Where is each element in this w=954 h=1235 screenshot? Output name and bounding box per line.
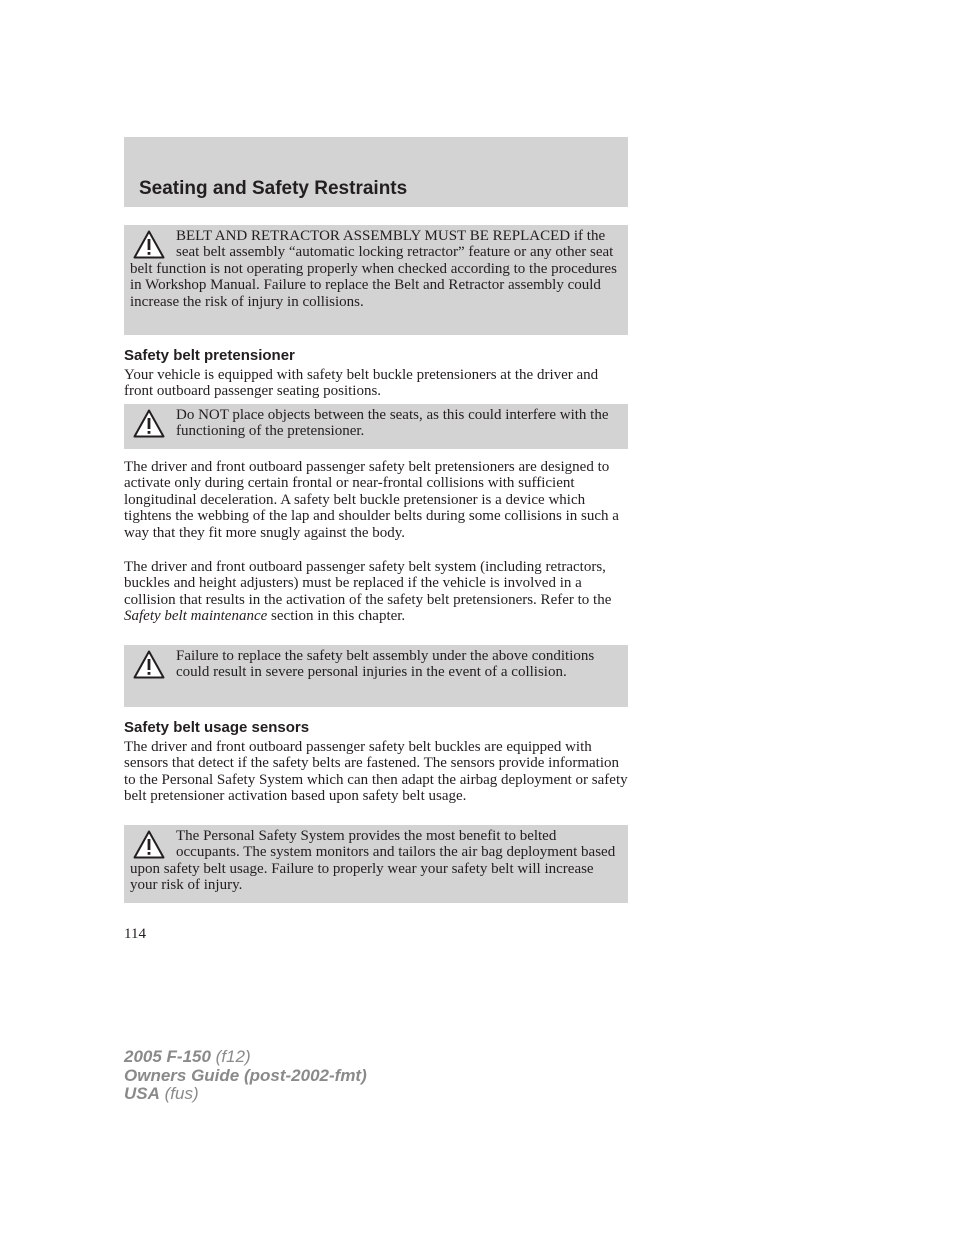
warning-box-failure xyxy=(124,645,628,707)
footer-guide: Owners Guide (post-2002-fmt) xyxy=(124,1065,367,1085)
warning-triangle-icon xyxy=(133,230,165,259)
cross-reference-link: Safety belt maintenance xyxy=(124,608,268,625)
warning-box-retractor xyxy=(124,225,628,335)
paragraph-text: section in this chapter. xyxy=(267,608,406,625)
section-header-bar xyxy=(124,137,628,207)
pretensioner-paragraph-2 xyxy=(124,559,628,625)
footer-model: 2005 F-150 xyxy=(124,1047,211,1066)
warning-triangle-icon xyxy=(133,409,165,438)
warning-triangle-icon xyxy=(133,830,165,859)
warning-text: BELT AND RETRACTOR ASSEMBLY MUST BE REPLACED if the seat belt assembly “automatic locking retractor” feature or any other seat belt function is not operating properly when checked according to the procedures in Workshop Manual. Failure to replace the Belt and Retractor assembly could increase the risk of injury in collisions. xyxy=(130,228,617,310)
sensors-paragraph: The driver and front outboard passenger safety belt buckles are equipped with sensors that detect if the safety belts are fastened. The sensors provide information to the Personal Safety System which can then adapt the airbag deployment or safety belt pretensioner activation based upon safety belt usage. xyxy=(124,739,628,805)
warning-text: Failure to replace the safety belt assembly under the above conditions could result in severe personal injuries in the event of a collision. xyxy=(176,648,595,681)
page-title: Seating and Safety Restraints xyxy=(139,178,408,199)
page-number: 114 xyxy=(124,926,146,942)
warning-text: The Personal Safety System provides the most benefit to belted occupants. The system monitors and tailors the air bag deployment based upon safety belt usage. Failure to properly wear your safety belt will increase your risk of injury. xyxy=(130,828,616,894)
section-heading-pretensioner: Safety belt pretensioner xyxy=(124,347,295,364)
pretensioner-intro: Your vehicle is equipped with safety belt buckle pretensioners at the driver and front outboard passenger seating positions. xyxy=(124,367,599,400)
warning-box-objects xyxy=(124,404,628,449)
warning-triangle-icon xyxy=(133,650,165,679)
document-footer xyxy=(124,1048,367,1104)
warning-text: Do NOT place objects between the seats, as this could interfere with the functioning of the pretensioner. xyxy=(176,407,609,440)
warning-box-personal-safety-system xyxy=(124,825,628,903)
footer-model-code: (f12) xyxy=(210,1047,251,1066)
section-heading-sensors: Safety belt usage sensors xyxy=(124,719,310,736)
footer-market: USA xyxy=(124,1084,160,1103)
pretensioner-paragraph-1: The driver and front outboard passenger safety belt pretensioners are designed to activate only during certain frontal or near-frontal collisions with sufficient longitudinal deceleration. A safety belt buckle pretensioner is a device which tightens the webbing of the lap and shoulder belts during some collisions in such a way that they fit more snugly against the body. xyxy=(124,459,619,541)
paragraph-text: The driver and front outboard passenger safety belt system (including retractors, buckles and height adjusters) must be replaced if the vehicle is involved in a collision that results in the activation of the safety belt pretensioners. Refer to the xyxy=(124,559,612,608)
footer-market-code: (fus) xyxy=(159,1084,199,1103)
